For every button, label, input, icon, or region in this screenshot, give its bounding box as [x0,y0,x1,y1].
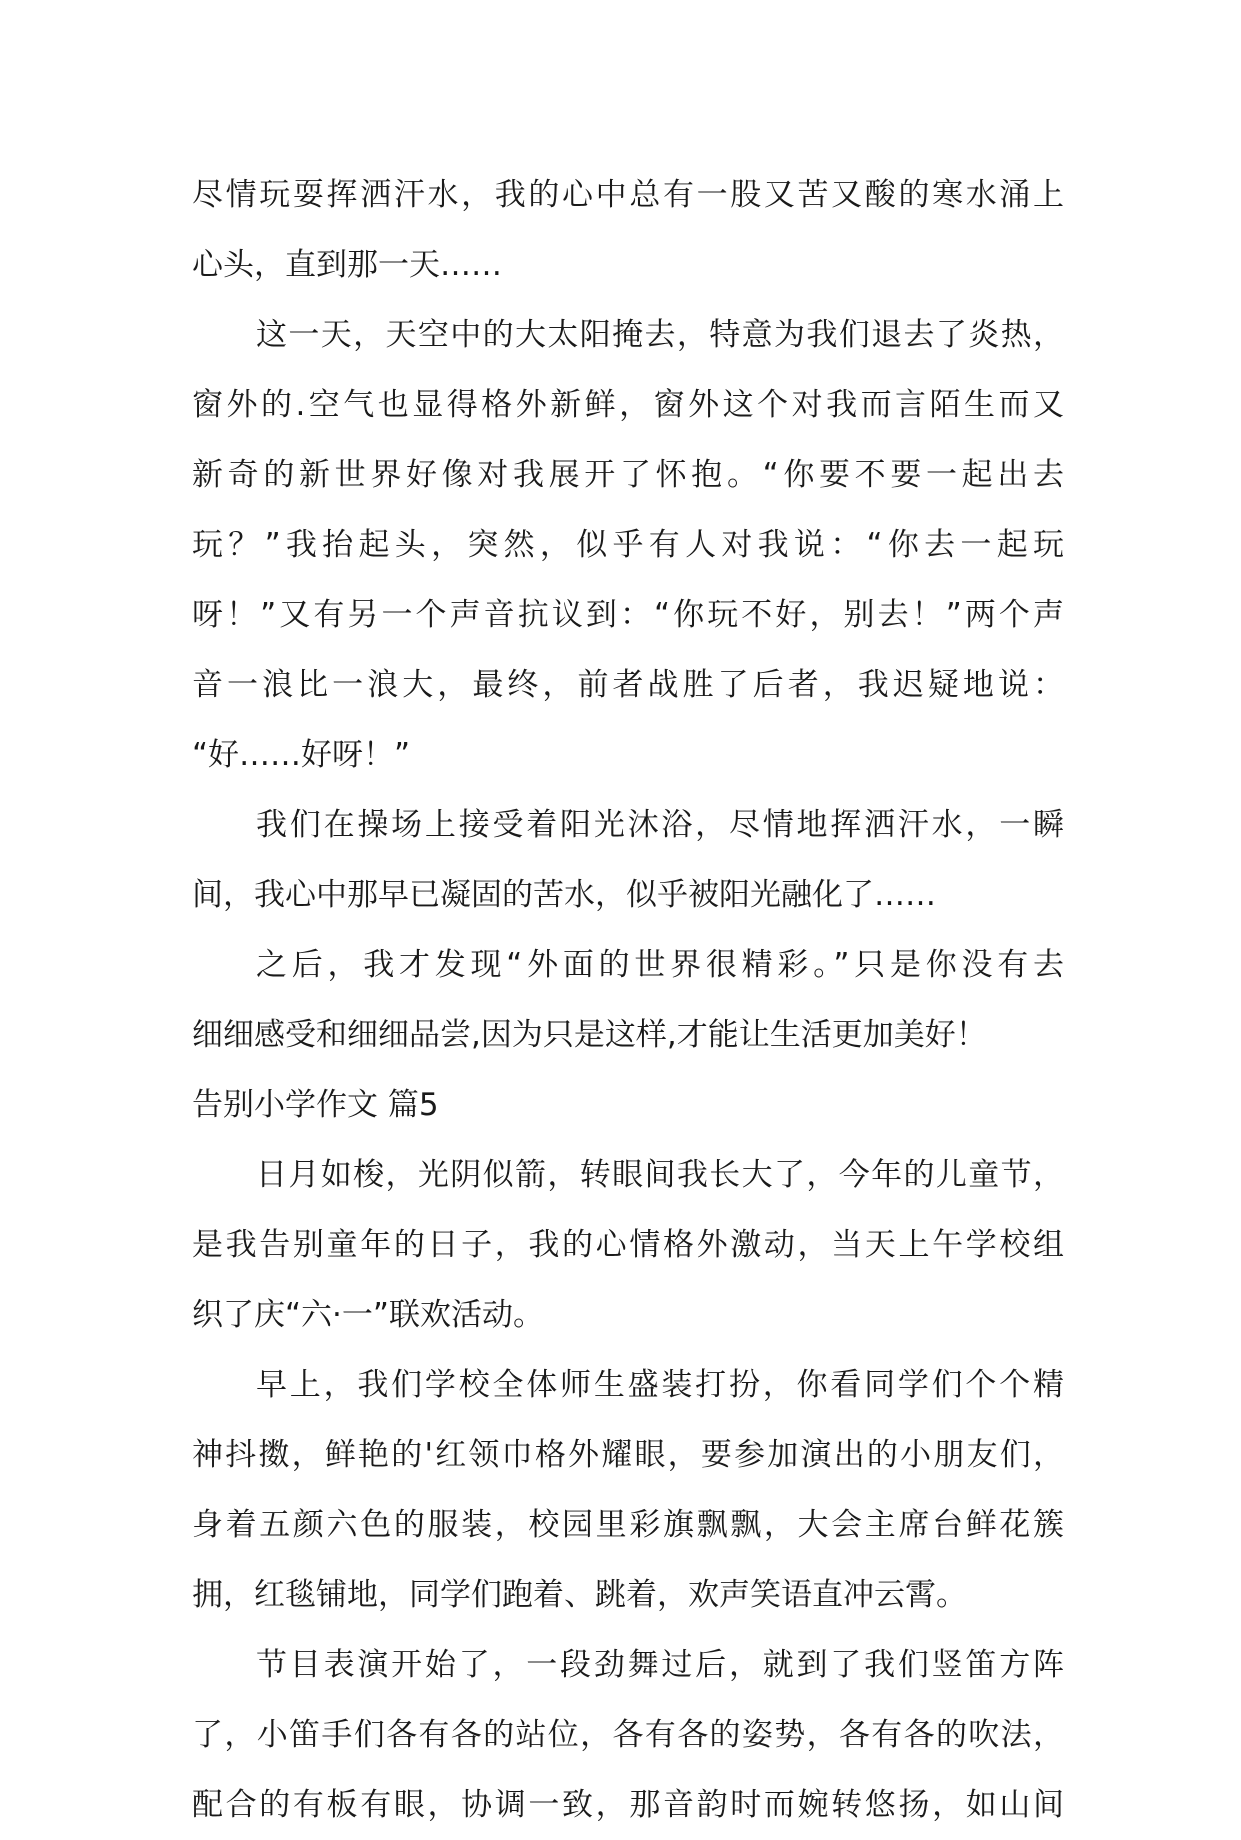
text-line: 音一浪比一浪大，最终，前者战胜了后者，我迟疑地说： [192,667,1064,703]
text-line: 间，我心中那早已凝固的苦水，似乎被阳光融化了…… [192,877,936,913]
document-body [192,160,1064,1840]
text-line: 尽情玩耍挥洒汗水，我的心中总有一股又苦又酸的寒水涌上 [192,177,1064,213]
text-line: 玩？”我抬起头，突然，似乎有人对我说：“你去一起玩 [192,527,1064,563]
text-line: 心头，直到那一天…… [192,247,502,283]
text-line: 窗外的.空气也显得格外新鲜，窗外这个对我而言陌生而又 [192,387,1064,423]
text-line: 是我告别童年的日子，我的心情格外激动，当天上午学校组 [192,1227,1064,1263]
text-line: 身着五颜六色的服装，校园里彩旗飘飘，大会主席台鲜花簇 [192,1507,1064,1543]
section-heading: 告别小学作文 篇5 [192,1087,439,1123]
text-line: “好……好呀！” [192,737,411,773]
text-line: 了，小笛手们各有各的站位，各有各的姿势，各有各的吹法， [192,1717,1064,1753]
text-line: 织了庆“六·一”联欢活动。 [192,1297,544,1333]
paragraph-first-line: 之后，我才发现“外面的世界很精彩。”只是你没有去 [256,947,1064,983]
paragraph-first-line: 早上，我们学校全体师生盛装打扮，你看同学们个个精 [256,1367,1064,1403]
paragraph-first-line: 我们在操场上接受着阳光沐浴，尽情地挥洒汗水，一瞬 [256,807,1064,843]
text-line: 新奇的新世界好像对我展开了怀抱。“你要不要一起出去 [192,457,1064,493]
text-line: 配合的有板有眼，协调一致，那音韵时而婉转悠扬，如山间 [192,1787,1064,1823]
paragraph-first-line: 这一天，天空中的大太阳掩去，特意为我们退去了炎热， [256,317,1064,353]
text-line: 拥，红毯铺地，同学们跑着、跳着，欢声笑语直冲云霄。 [192,1577,967,1613]
text-line: 呀！”又有另一个声音抗议到：“你玩不好，别去！”两个声 [192,597,1064,633]
text-line: 细细感受和细细品尝,因为只是这样,才能让生活更加美好！ [192,1017,987,1053]
text-line: 神抖擞，鲜艳的'红领巾格外耀眼，要参加演出的小朋友们， [192,1437,1064,1473]
paragraph-first-line: 日月如梭，光阴似箭，转眼间我长大了，今年的儿童节， [256,1157,1064,1193]
paragraph-first-line: 节目表演开始了，一段劲舞过后，就到了我们竖笛方阵 [256,1647,1064,1683]
